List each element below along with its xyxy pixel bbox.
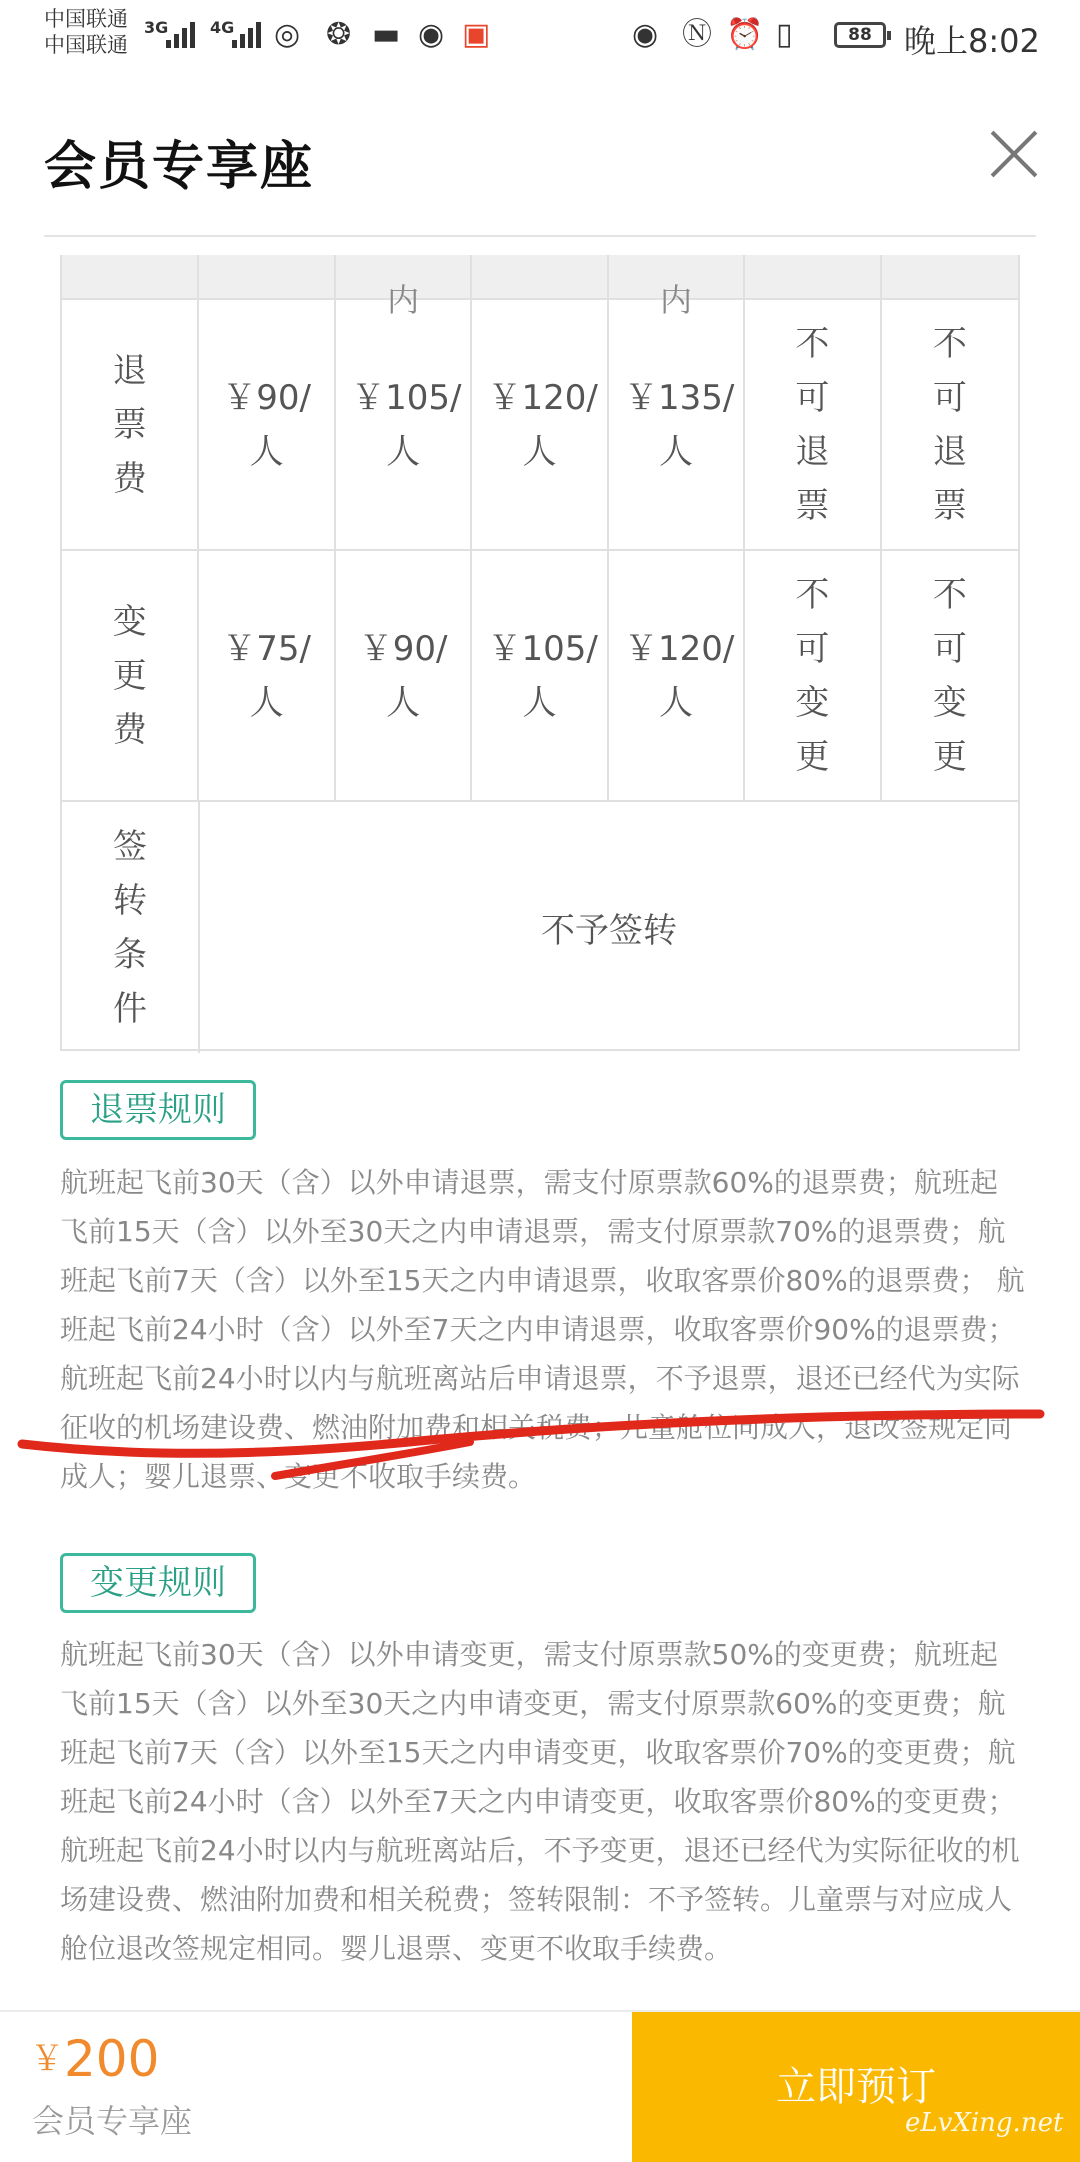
clock: 晚上8:02 <box>904 22 1040 60</box>
not-allowed-text: 不可退票 <box>932 323 967 526</box>
table-fragment: 内 <box>387 281 420 319</box>
table-fragment: 内 <box>659 281 692 319</box>
table-row-refund-fee <box>62 300 1018 551</box>
table-row-top-partial <box>62 255 1018 319</box>
header <box>0 100 1080 235</box>
page-title: 会员专享座 <box>44 137 315 197</box>
not-allowed-cell <box>882 551 1018 800</box>
price-value: ￥120/人 <box>487 377 598 472</box>
signal-bars-1-icon <box>166 16 195 48</box>
table-cell <box>609 255 745 319</box>
row-label: 签转条件 <box>113 826 147 1029</box>
not-allowed-cell <box>745 551 881 800</box>
table-row-endorse <box>62 802 1018 1053</box>
price-cell <box>336 300 472 549</box>
refund-rules-tag: 退票规则 <box>60 1080 256 1140</box>
row-label-cell <box>62 300 199 549</box>
total-price <box>30 2030 159 2088</box>
price-value: ￥120/人 <box>623 628 735 723</box>
table-cell <box>62 255 199 298</box>
row-label-cell <box>62 802 200 1053</box>
seat-class-name: 会员专享座 <box>32 2102 193 2140</box>
price-cell <box>472 300 608 549</box>
not-allowed-text: 不可退票 <box>795 323 830 526</box>
signal-type-2: 4G <box>210 18 235 37</box>
change-rules-text: 航班起飞前30天（含）以外申请变更，需支付原票款50%的变更费；航班起飞前15天（含）以外至30天之内申请变更，需支付原票款60%的变更费；航班起飞前7天（含）以外至15天之内申请变更，收取客票价70%的变更费；航班起飞前24小时（含）以外至7天之内申请变更，收取客票价80%的变更费； 航班起飞前24小时以内与航班离站后，不予变更，退还已经代为实际征收的机场建设费、燃油附加费和相关税费；签转限制：不予签转。儿童票与对应成人舱位退改签规定相同。婴儿退票、变更不收取手续费。 <box>60 1638 1020 1965</box>
table-row-change-fee <box>62 551 1018 802</box>
price-value: ￥105/人 <box>487 628 598 723</box>
carrier-2: 中国联通 <box>44 33 128 57</box>
alarm-icon: ⏰ <box>726 17 764 52</box>
watermark: eLvXing.net <box>905 2108 1064 2138</box>
row-label-cell <box>62 551 199 800</box>
status-bar <box>0 0 1080 70</box>
price-value: ￥105/人 <box>351 377 462 472</box>
not-allowed-text: 不可变更 <box>795 574 830 777</box>
not-allowed-cell <box>882 300 1018 549</box>
price-amount: 200 <box>64 2030 160 2088</box>
battery-icon: 88 <box>834 22 886 48</box>
book-now-button[interactable]: 立即预订 <box>632 2012 1080 2162</box>
endorse-value-cell <box>200 802 1018 1053</box>
table-cell <box>745 255 881 298</box>
close-icon[interactable] <box>986 126 1042 182</box>
price-cell <box>336 551 472 800</box>
table-cell <box>199 255 335 298</box>
fee-table <box>60 255 1020 1051</box>
carrier-1: 中国联通 <box>44 7 128 31</box>
not-allowed-text: 不可变更 <box>932 574 967 777</box>
row-label: 变更费 <box>112 601 147 750</box>
price-cell <box>609 300 745 549</box>
eye-comfort-icon: ◉ <box>632 17 659 52</box>
signal-type-1: 3G <box>144 18 169 37</box>
table-cell <box>472 255 608 298</box>
price-value: ￥90/人 <box>358 628 448 723</box>
price-cell <box>199 300 335 549</box>
price-value: ￥75/人 <box>222 628 311 723</box>
shopping-app-icon: ▣ <box>462 17 491 52</box>
not-allowed-cell <box>745 300 881 549</box>
table-cell <box>882 255 1018 298</box>
change-rules-tag: 变更规则 <box>60 1553 256 1613</box>
nfc-icon: Ⓝ <box>682 17 712 52</box>
price-cell <box>199 551 335 800</box>
price-cell <box>609 551 745 800</box>
carrier-labels <box>44 6 128 58</box>
price-value: ￥90/人 <box>222 377 311 472</box>
signal-bars-2-icon <box>232 16 261 48</box>
row-label: 退票费 <box>112 350 147 499</box>
refund-rules-text: 航班起飞前30天（含）以外申请退票，需支付原票款60%的退票费；航班起飞前15天（含）以外至30天之内申请退票，需支付原票款70%的退票费；航班起飞前7天（含）以外至15天之内申请退票，收取客票价80%的退票费； 航班起飞前24小时（含）以外至7天之内申请退票，收取客票价90%的退票费；航班起飞前24小时以内与航班离站后申请退票，不予退票，退还已经代为实际征收的机场建设费、燃油附加费和相关税费；儿童舱位同成人，退改签规定同成人；婴儿退票、变更不收取手续费。 <box>60 1166 1025 1493</box>
hotspot-icon: ◎ <box>274 17 301 52</box>
currency-symbol: ￥ <box>30 2039 64 2079</box>
wechat-icon: ❂ <box>326 17 352 52</box>
price-value: ￥135/人 <box>623 377 735 472</box>
endorse-value: 不予签转 <box>541 911 677 951</box>
header-divider <box>44 235 1036 237</box>
briefcase-icon: ▬ <box>372 17 401 52</box>
vibrate-icon: ▯ <box>776 17 793 52</box>
app-notification-icon: ◉ <box>418 17 445 52</box>
table-cell <box>336 255 472 319</box>
price-cell <box>472 551 608 800</box>
